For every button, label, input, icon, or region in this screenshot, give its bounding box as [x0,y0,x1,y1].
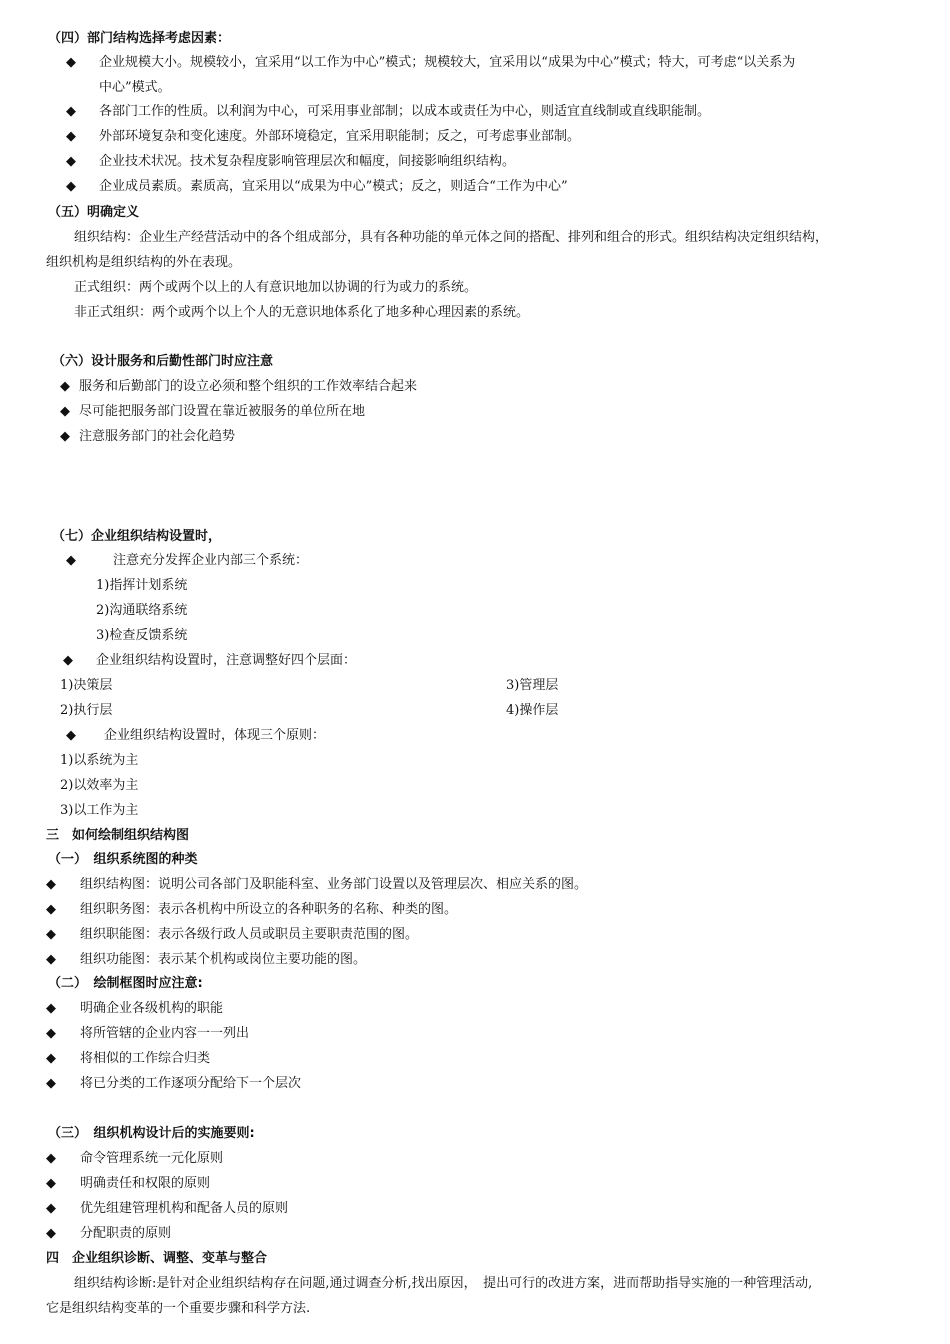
bullet-icon: ◆ [46,1151,56,1166]
list-item: 分配职责的原则 [80,1226,172,1241]
list-item: 注意服务部门的社会化趋势 [79,429,236,444]
bullet-icon: ◆ [46,952,56,967]
section-heading-4: （四）部门结构选择考虑因素： [48,31,231,46]
layer-item: 2)执行层 [60,703,113,718]
bullet-icon: ◆ [46,902,56,917]
bullet-icon: ◆ [66,179,76,194]
paragraph-line: 组织机构是组织结构的外在表现。 [46,255,242,270]
bullet-icon: ◆ [63,653,73,668]
list-item: 尽可能把服务部门设置在靠近被服务的单位所在地 [79,404,366,419]
subsection-heading: （三） 组织机构设计后的实施要则: [48,1126,255,1141]
list-item: 各部门工作的性质。以利润为中心，可采用事业部制；以成本或责任为中心，则适宜直线制或直线职能制。 [99,104,711,119]
list-item: 企业组织结构设置时，体现三个原则： [104,728,326,743]
list-item: 企业组织结构设置时，注意调整好四个层面： [96,653,357,668]
bullet-icon: ◆ [46,1076,56,1091]
bullet-icon: ◆ [66,129,76,144]
principle-item: 1)以系统为主 [60,753,139,768]
bullet-icon: ◆ [46,927,56,942]
list-item: 将所管辖的企业内容一一列出 [80,1026,250,1041]
list-item: 企业技术状况。技术复杂程度影响管理层次和幅度，间接影响组织结构。 [99,154,516,169]
bullet-icon: ◆ [66,728,76,743]
list-item: 服务和后勤部门的设立必须和整个组织的工作效率结合起来 [79,379,418,394]
list-item: 明确企业各级机构的职能 [80,1001,224,1016]
list-item: 将相似的工作综合归类 [80,1051,211,1066]
bullet-icon: ◆ [66,154,76,169]
paragraph-line: 组织结构：企业生产经营活动中的各个组成部分，具有各种功能的单元体之间的搭配、排列和组合的形式。组织结构决定组织结构， [74,230,829,245]
list-item-continuation: 中心”模式。 [99,80,171,95]
list-item: 优先组建管理机构和配备人员的原则 [80,1201,289,1216]
bullet-icon: ◆ [60,429,70,444]
subsection-heading: （二） 绘制框图时应注意: [48,976,203,991]
layer-item: 1)决策层 [60,678,113,693]
bullet-icon: ◆ [66,553,76,568]
bullet-icon: ◆ [46,1201,56,1216]
list-item: 组织职能图：表示各级行政人员或职员主要职责范围的图。 [80,927,419,942]
bullet-icon: ◆ [46,1051,56,1066]
bullet-icon: ◆ [46,1176,56,1191]
paragraph-line: 非正式组织：两个或两个以上个人的无意识地体系化了地多种心理因素的系统。 [74,305,530,320]
part-heading-3: 三 如何绘制组织结构图 [46,828,190,843]
list-item: 外部环境复杂和变化速度。外部环境稳定，宜采用职能制；反之，可考虑事业部制。 [99,129,581,144]
paragraph-line: 组织结构诊断:是针对企业组织结构存在问题,通过调查分析,找出原因， 提出可行的改进方案，进而帮助指导实施的一种管理活动, [74,1276,813,1291]
list-item: 注意充分发挥企业内部三个系统： [113,553,309,568]
part-heading-4: 四 企业组织诊断、调整、变革与整合 [46,1251,268,1266]
list-item: 将已分类的工作逐项分配给下一个层次 [80,1076,302,1091]
list-item: 组织功能图：表示某个机构或岗位主要功能的图。 [80,952,367,967]
bullet-icon: ◆ [46,1226,56,1241]
bullet-icon: ◆ [60,379,70,394]
list-item: 企业规模大小。规模较小，宜采用“以工作为中心”模式；规模较大，宜采用以“成果为中心”模式；特大，可考虑“以关系为 [99,55,796,70]
principle-item: 2)以效率为主 [60,778,139,793]
section-heading-5: （五）明确定义 [48,205,140,220]
list-item: 组织结构图：说明公司各部门及职能科室、业务部门设置以及管理层次、相应关系的图。 [80,877,588,892]
bullet-icon: ◆ [60,404,70,419]
layer-item: 3)管理层 [506,678,559,693]
list-item: 企业成员素质。素质高，宜采用以“成果为中心”模式；反之，则适合“工作为中心” [99,179,568,194]
bullet-icon: ◆ [46,1026,56,1041]
section-heading-6: （六）设计服务和后勤性部门时应注意 [52,354,274,369]
section-heading-7: （七）企业组织结构设置时， [52,529,222,544]
list-item: 明确责任和权限的原则 [80,1176,211,1191]
list-item: 命令管理系统一元化原则 [80,1151,224,1166]
subsection-heading: （一） 组织系统图的种类 [48,852,198,867]
paragraph-line: 正式组织：两个或两个以上的人有意识地加以协调的行为或力的系统。 [74,280,478,295]
bullet-icon: ◆ [46,877,56,892]
system-item: 1)指挥计划系统 [96,578,188,593]
list-item: 组织职务图：表示各机构中所设立的各种职务的名称、种类的图。 [80,902,458,917]
principle-item: 3)以工作为主 [60,803,139,818]
system-item: 3)检查反馈系统 [96,628,188,643]
layer-item: 4)操作层 [506,703,559,718]
system-item: 2)沟通联络系统 [96,603,188,618]
bullet-icon: ◆ [46,1001,56,1016]
paragraph-line: 它是组织结构变革的一个重要步骤和科学方法. [46,1301,311,1316]
bullet-icon: ◆ [66,55,76,70]
bullet-icon: ◆ [66,104,76,119]
